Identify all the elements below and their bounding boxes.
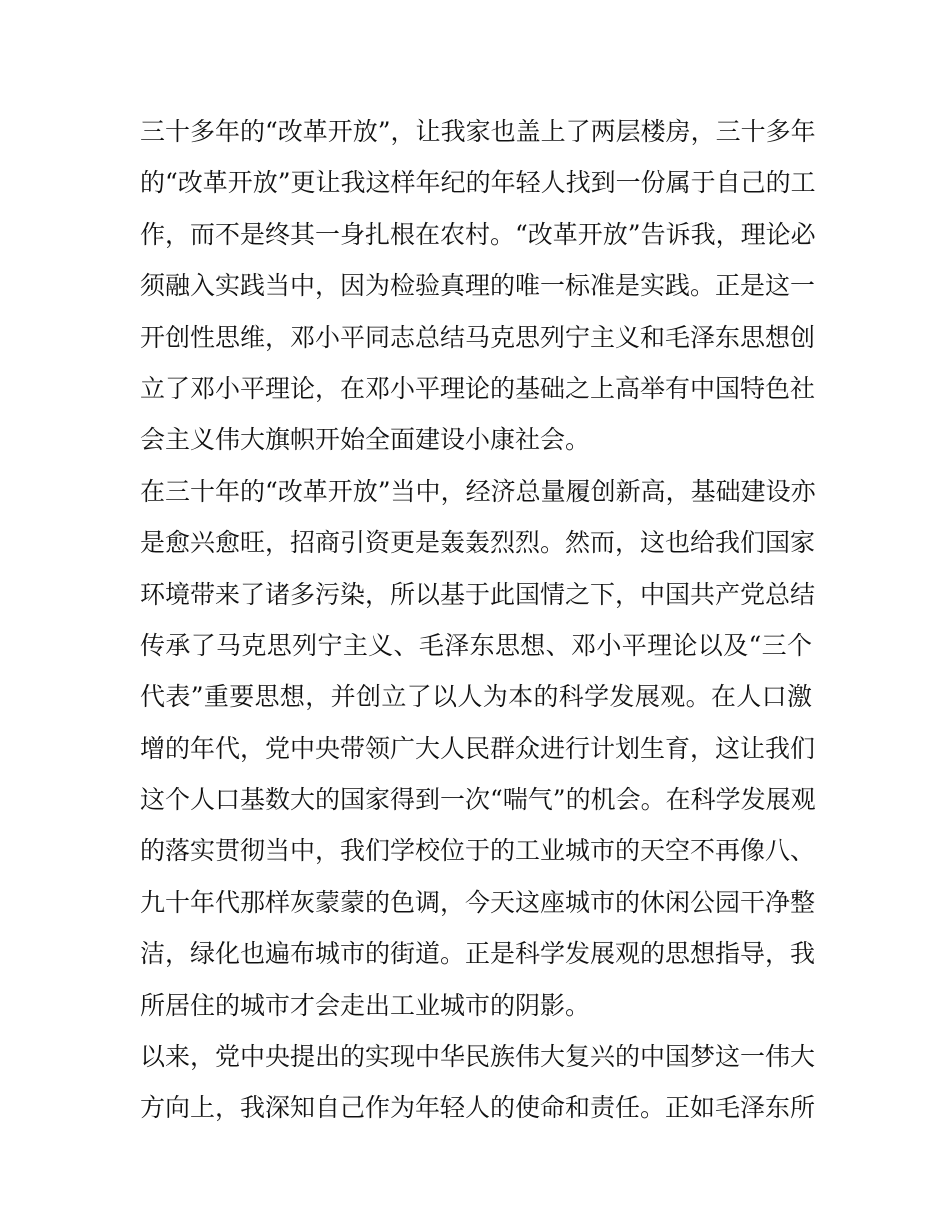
- text-line: 开创性思维，邓小平同志总结马克思列宁主义和毛泽东思想创: [140, 322, 816, 352]
- paragraph-2: [140, 466, 816, 1031]
- text-line: 的“改革开放”更让我这样年纪的年轻人找到一份属于自己的工: [140, 168, 816, 198]
- text-line: 是愈兴愈旺，招商引资更是轰轰烈烈。然而，这也给我们国家: [140, 528, 816, 558]
- text-line: 以来，党中央提出的实现中华民族伟大复兴的中国梦这一伟大: [140, 1042, 816, 1072]
- text-line: 洁，绿化也遍布城市的街道。正是科学发展观的思想指导，我: [140, 939, 816, 969]
- text-line: 环境带来了诸多污染，所以基于此国情之下，中国共产党总结: [140, 579, 816, 609]
- text-line: 三十多年的“改革开放”，让我家也盖上了两层楼房，三十多年: [140, 117, 816, 146]
- paragraph-3: [140, 1031, 816, 1134]
- text-line: 方向上，我深知自己作为年轻人的使命和责任。正如毛泽东所: [140, 1093, 816, 1123]
- text-line: 作，而不是终其一身扎根在农村。“改革开放”告诉我，理论必: [140, 219, 816, 249]
- text-line: 代表”重要思想，并创立了以人为本的科学发展观。在人口激: [140, 682, 812, 712]
- document-body: [140, 106, 816, 1134]
- text-line: 须融入实践当中，因为检验真理的唯一标准是实践。正是这一: [140, 271, 816, 301]
- text-line: 增的年代，党中央带领广大人民群众进行计划生育，这让我们: [140, 733, 816, 763]
- text-line: 在三十年的“改革开放”当中，经济总量履创新高，基础建设亦: [140, 476, 816, 506]
- text-line: 这个人口基数大的国家得到一次“喘气”的机会。在科学发展观: [140, 785, 816, 815]
- text-line: 的落实贯彻当中，我们学校位于的工业城市的天空不再像八、: [140, 836, 816, 866]
- text-line: 所居住的城市才会走出工业城市的阴影。: [140, 990, 591, 1020]
- text-line: 传承了马克思列宁主义、毛泽东思想、邓小平理论以及“三个: [140, 630, 812, 660]
- text-line: 立了邓小平理论，在邓小平理论的基础之上高举有中国特色社: [140, 373, 816, 403]
- text-line: 会主义伟大旗帜开始全面建设小康社会。: [140, 425, 591, 455]
- paragraph-1: [140, 106, 816, 466]
- text-line: 九十年代那样灰蒙蒙的色调，今天这座城市的休闲公园干净整: [140, 887, 816, 917]
